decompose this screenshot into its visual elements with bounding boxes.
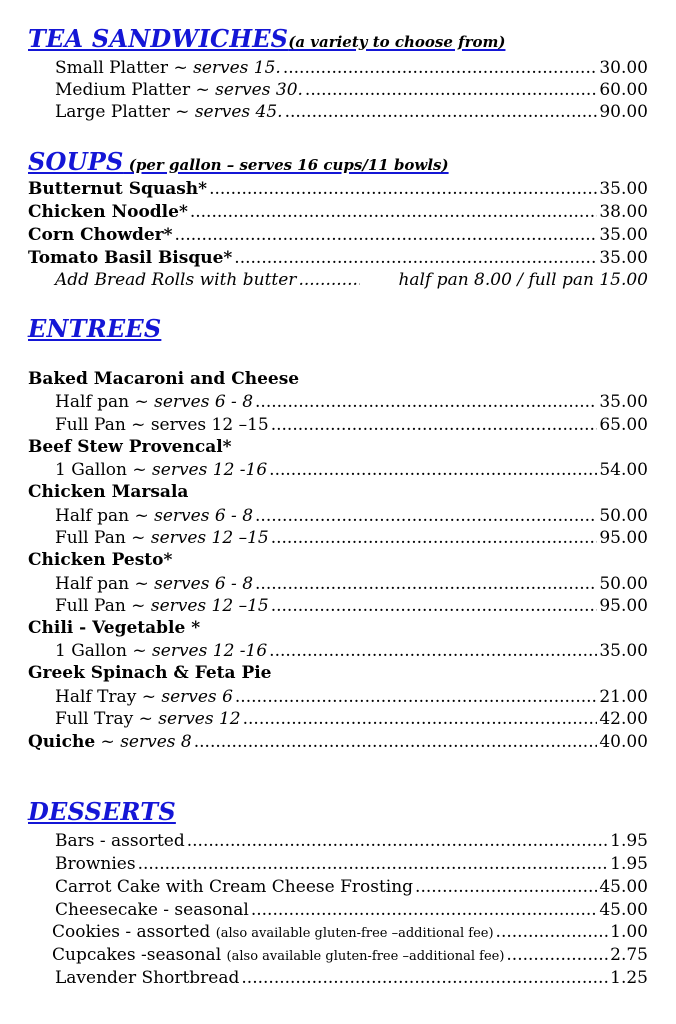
entree-heading-baked-macaroni: Baked Macaroni and Cheese: [28, 369, 300, 389]
menu-item-brownies: Brownies ..... 1.95: [55, 853, 648, 876]
menu-item-lavender-shortbread: Lavender Shortbread ..... 1.25: [55, 967, 648, 990]
menu-item-baked-mac-half-pan: Half pan ~ serves 6 - 8 ..... 35.00: [55, 391, 648, 414]
tea-sandwiches-note: (a variety to choose from): [288, 33, 506, 51]
entree-heading-chili-vegetable: Chili - Vegetable *: [28, 618, 201, 638]
menu-item-medium-platter: Medium Platter ~ serves 30. ..... 60.00: [55, 79, 648, 102]
menu-item-small-platter: Small Platter ~ serves 15. ..... 30.00: [55, 57, 648, 80]
entree-heading-beef-stew: Beef Stew Provencal*: [28, 437, 232, 457]
menu-item-beef-stew-gallon: 1 Gallon ~ serves 12 -16 ..... 54.00: [55, 459, 648, 482]
gluten-free-note: (also available gluten-free –additional fee): [226, 949, 505, 964]
menu-item-chili-gallon: 1 Gallon ~ serves 12 -16 ..... 35.00: [55, 640, 648, 663]
menu-item-baked-mac-full-pan: Full Pan ~ serves 12 –15 ..... 65.00: [55, 414, 648, 437]
menu-item-greek-half-tray: Half Tray ~ serves 6 ..... 21.00: [55, 686, 648, 709]
menu-item-pesto-full-pan: Full Pan ~ serves 12 –15 ..... 95.00: [55, 595, 648, 618]
section-title-desserts: DESSERTS: [28, 797, 176, 826]
menu-item-chicken-noodle: Chicken Noodle* ..... 38.00: [28, 201, 648, 224]
section-title-tea-sandwiches: TEA SANDWICHES(a variety to choose from): [28, 24, 506, 53]
menu-item-large-platter: Large Platter ~ serves 45. ..... 90.00: [55, 101, 648, 124]
menu-item-quiche: Quiche ~ serves 8 ..... 40.00: [28, 731, 648, 754]
menu-item-bars: Bars - assorted ..... 1.95: [55, 830, 648, 853]
menu-item-marsala-full-pan: Full Pan ~ serves 12 –15 ..... 95.00: [55, 527, 648, 550]
menu-item-bread-rolls: Add Bread Rolls with butter ..... half pan 8.00 / full pan 15.00: [55, 269, 648, 292]
menu-item-corn-chowder: Corn Chowder* ..... 35.00: [28, 224, 648, 247]
menu-item-butternut-squash: Butternut Squash* ..... 35.00: [28, 178, 648, 201]
menu-item-cheesecake: Cheesecake - seasonal ..... 45.00: [55, 899, 648, 922]
section-title-entrees: ENTREES: [28, 314, 162, 343]
gluten-free-note: (also available gluten-free –additional fee): [215, 926, 494, 941]
menu-item-greek-full-tray: Full Tray ~ serves 12 ..... 42.00: [55, 708, 648, 731]
entree-heading-chicken-pesto: Chicken Pesto*: [28, 550, 173, 570]
menu-item-cupcakes: Cupcakes -seasonal (also available gluten-free –additional fee) ..... 2.75: [52, 944, 648, 967]
menu-item-pesto-half-pan: Half pan ~ serves 6 - 8 ..... 50.00: [55, 573, 648, 596]
menu-item-carrot-cake: Carrot Cake with Cream Cheese Frosting ..... 45.00: [55, 876, 648, 899]
entree-heading-greek-spinach-feta-pie: Greek Spinach & Feta Pie: [28, 663, 272, 683]
soups-note: (per gallon – serves 16 cups/11 bowls): [123, 156, 449, 174]
menu-item-tomato-basil-bisque: Tomato Basil Bisque* ..... 35.00: [28, 247, 648, 270]
menu-item-marsala-half-pan: Half pan ~ serves 6 - 8 ..... 50.00: [55, 505, 648, 528]
entree-heading-chicken-marsala: Chicken Marsala: [28, 482, 189, 502]
section-title-soups: SOUPS (per gallon – serves 16 cups/11 bowls): [28, 147, 449, 176]
menu-item-cookies: Cookies - assorted (also available gluten-free –additional fee) ..... 1.00: [52, 921, 648, 944]
